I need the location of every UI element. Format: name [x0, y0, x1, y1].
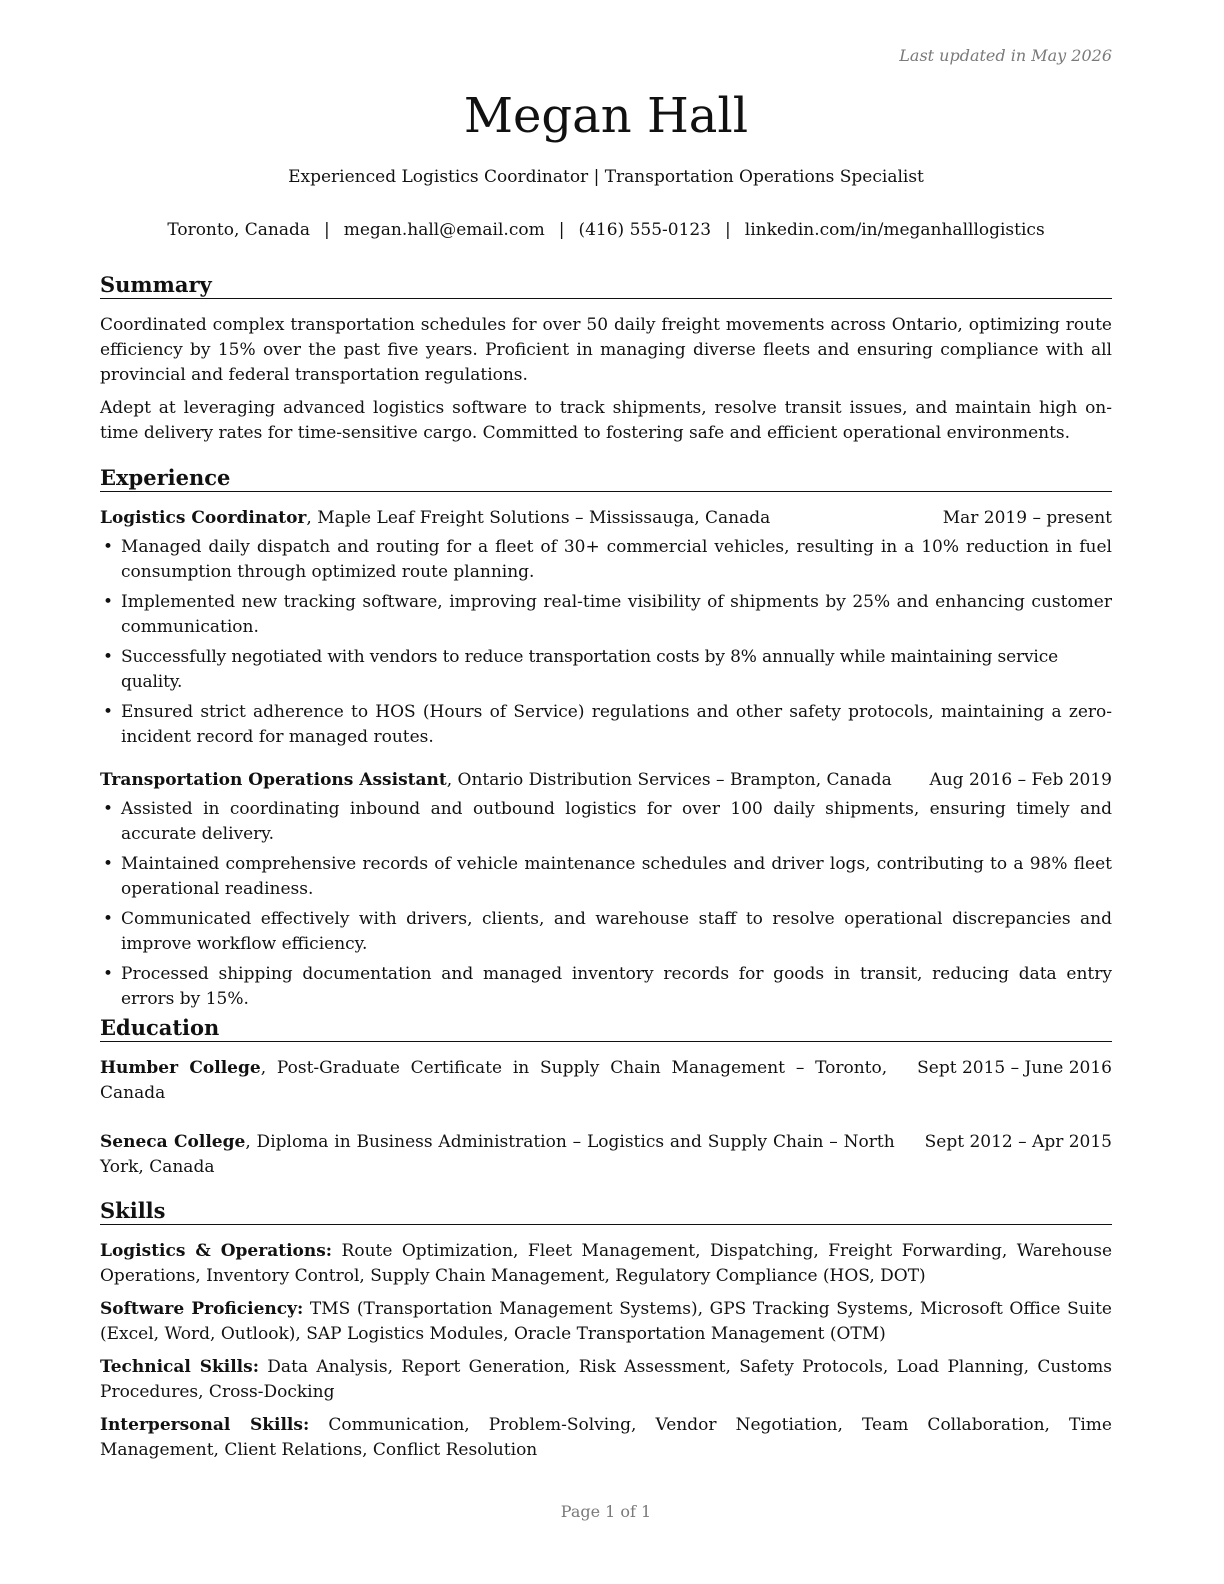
section-title-summary: Summary	[100, 272, 1112, 299]
skill-text: TMS (Transportation Management Systems), GPS Tracking Systems, Microsoft Office Suite (Excel, Word, Outlook), SAP Logistics Modules, Oracle Transportation Management (OTM)	[100, 1299, 1112, 1344]
bullet-item	[100, 852, 1112, 902]
summary-paragraph: Adept at leveraging advanced logistics software to track shipments, resolve transit issues, and maintain high on-time delivery rates for time-sensitive cargo. Committed to fostering safe and efficient operational environments.	[100, 398, 1112, 443]
bullet-item	[100, 535, 1112, 585]
bullet-dot-icon: •	[103, 537, 114, 557]
skills-section	[100, 1198, 1112, 1471]
bullet-dot-icon: •	[103, 799, 114, 819]
contact-separator: |	[558, 220, 565, 240]
job-org: , Maple Leaf Freight Solutions – Mississauga, Canada	[306, 508, 771, 528]
bullet-text: Successfully negotiated with vendors to reduce transportation costs by 8% annually while maintaining service quality.	[121, 647, 1058, 692]
bullet-dot-icon: •	[103, 909, 114, 929]
bullet-dot-icon: •	[103, 647, 113, 667]
bullet-text: Maintained comprehensive records of vehicle maintenance schedules and driver logs, contributing to a 98% fleet operational readiness.	[121, 854, 1112, 899]
section-title-experience: Experience	[100, 465, 1112, 492]
skill-label: Logistics & Operations:	[100, 1241, 333, 1261]
bullet-dot-icon: •	[103, 964, 114, 984]
bullet-item	[100, 907, 1112, 957]
school-detail: , Diploma in Business Administration – Logistics and Supply Chain – North York, Canada	[100, 1132, 895, 1177]
bullet-item	[100, 962, 1112, 1012]
job-header	[100, 506, 1112, 531]
skill-text: Route Optimization, Fleet Management, Dispatching, Freight Forwarding, Warehouse Operations, Inventory Control, Supply Chain Management, Regulatory Compliance (HOS, DOT)	[100, 1241, 1113, 1286]
bullet-text: Ensured strict adherence to HOS (Hours of Service) regulations and other safety protocols, maintaining a zero-incident record for managed routes.	[121, 702, 1112, 747]
contact-separator: |	[324, 220, 330, 240]
education-dates: Sept 2015 – June 2016	[917, 1058, 1112, 1078]
page-number: Page 1 of 1	[560, 1502, 652, 1521]
education-entry	[100, 1130, 1112, 1180]
skill-group	[100, 1355, 1112, 1405]
skill-group	[100, 1413, 1112, 1463]
last-updated-note: Last updated in May 2026	[899, 46, 1112, 65]
school-name: Humber College	[100, 1058, 261, 1078]
skill-label: Technical Skills:	[100, 1357, 259, 1377]
job-title: Transportation Operations Assistant	[100, 770, 447, 790]
contact-phone: (416) 555-0123	[578, 220, 712, 240]
skill-label: Interpersonal Skills:	[100, 1415, 310, 1435]
bullet-dot-icon: •	[103, 592, 114, 612]
job-dates: Mar 2019 – present	[942, 508, 1112, 528]
bullet-text: Assisted in coordinating inbound and outbound logistics for over 100 daily shipments, ensuring timely and accurate delivery.	[121, 799, 1112, 844]
candidate-name: Megan Hall	[463, 88, 749, 144]
resume-page	[100, 0, 1112, 1584]
experience-section	[100, 465, 1112, 1017]
summary-section	[100, 272, 1112, 454]
bullet-item	[100, 797, 1112, 847]
job-org: , Ontario Distribution Services – Brampton, Canada	[446, 770, 892, 790]
contact-separator: |	[725, 220, 731, 240]
bullet-text: Managed daily dispatch and routing for a fleet of 30+ commercial vehicles, resulting in a 10% reduction in fuel consumption through optimized route planning.	[121, 537, 1112, 582]
section-title-skills: Skills	[100, 1198, 1112, 1225]
bullet-text: Communicated effectively with drivers, clients, and warehouse staff to resolve operational discrepancies and improve workflow efficiency.	[121, 909, 1112, 954]
job-entry	[100, 768, 1112, 1012]
bullet-text: Processed shipping documentation and managed inventory records for goods in transit, reducing data entry errors by 15%.	[121, 964, 1112, 1009]
bullet-item	[100, 590, 1112, 640]
skill-text: Communication, Problem-Solving, Vendor Negotiation, Team Collaboration, Time Management, Client Relations, Conflict Resolution	[100, 1415, 1112, 1460]
job-header	[100, 768, 1112, 793]
job-dates: Aug 2016 – Feb 2019	[929, 770, 1112, 790]
contact-email[interactable]: megan.hall@email.com	[343, 220, 545, 240]
school-name: Seneca College	[100, 1132, 246, 1152]
education-entry	[100, 1056, 1112, 1106]
headline: Experienced Logistics Coordinator | Transportation Operations Specialist	[288, 167, 924, 187]
section-title-education: Education	[100, 1015, 1112, 1042]
bullet-text: Implemented new tracking software, improving real-time visibility of shipments by 25% and enhancing customer communication.	[121, 592, 1112, 637]
job-bullets	[100, 797, 1112, 1012]
contact-linkedin[interactable]: linkedin.com/in/meganhalllogistics	[744, 220, 1045, 240]
bullet-item	[100, 700, 1112, 750]
job-title: Logistics Coordinator	[100, 508, 307, 528]
bullet-item	[100, 645, 1112, 695]
summary-paragraph: Coordinated complex transportation schedules for over 50 daily freight movements across Ontario, optimizing route efficiency by 15% over the past five years. Proficient in managing diverse fleets and ensuring compliance with all provincial and federal transportation regulations.	[100, 315, 1112, 385]
job-bullets	[100, 535, 1112, 750]
school-detail: , Post-Graduate Certificate in Supply Chain Management – Toronto, Canada	[100, 1058, 888, 1103]
contact-location: Toronto, Canada	[167, 220, 310, 240]
skill-group	[100, 1297, 1112, 1347]
contact-line	[100, 220, 1112, 240]
bullet-dot-icon: •	[103, 854, 114, 874]
skill-group	[100, 1239, 1112, 1289]
education-dates: Sept 2012 – Apr 2015	[924, 1132, 1112, 1152]
skill-label: Software Proficiency:	[100, 1299, 304, 1319]
skill-text: Data Analysis, Report Generation, Risk Assessment, Safety Protocols, Load Planning, Customs Procedures, Cross-Docking	[100, 1357, 1112, 1402]
bullet-dot-icon: •	[103, 702, 114, 722]
job-entry	[100, 506, 1112, 750]
education-section	[100, 1015, 1112, 1180]
